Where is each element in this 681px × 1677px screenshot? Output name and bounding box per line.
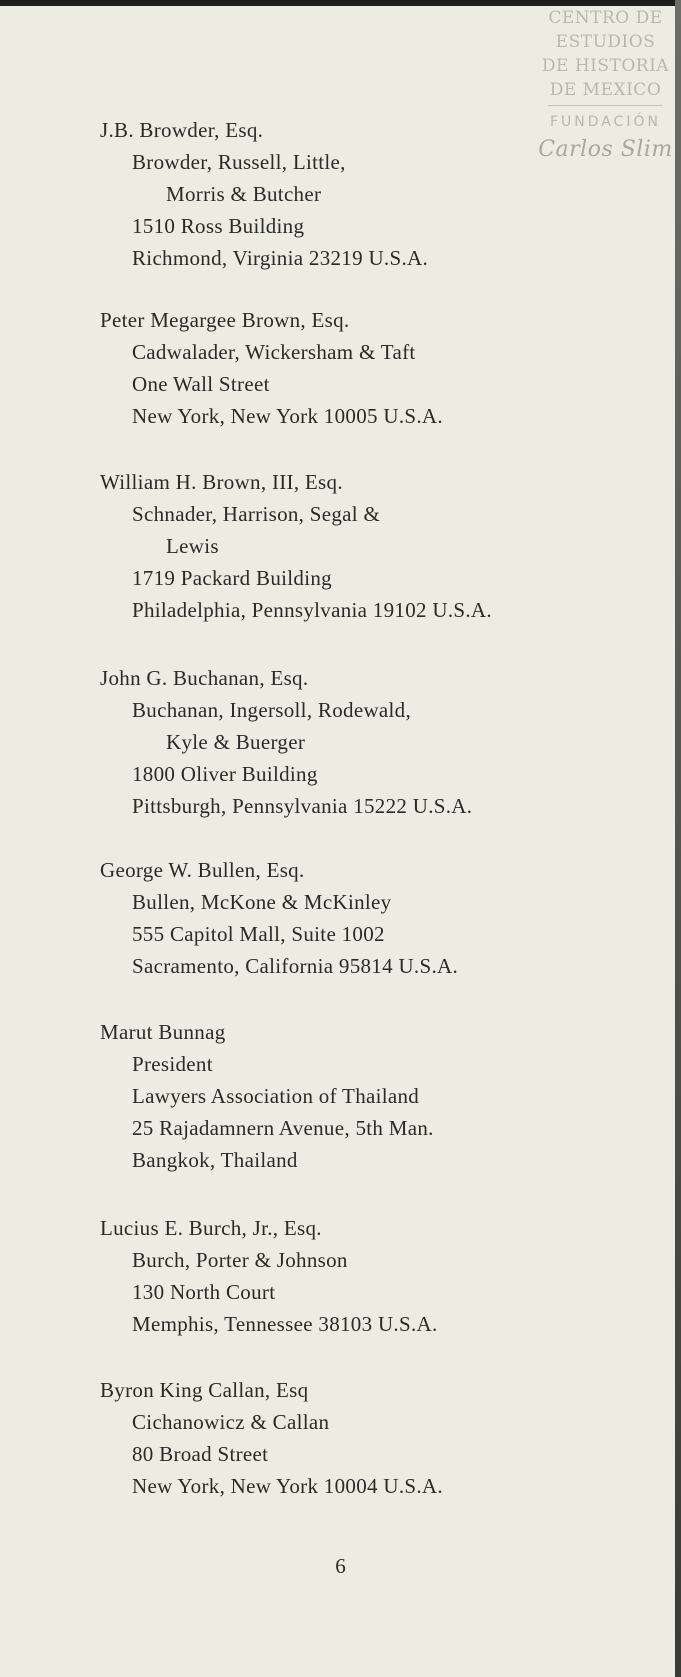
stamp-line: DE HISTORIA [541, 56, 670, 76]
stamp-signature: Carlos Slim [538, 137, 673, 162]
entry-name: William H. Brown, III, Esq. [100, 470, 343, 494]
entry-name: J.B. Browder, Esq. [100, 118, 264, 142]
directory-entry [100, 854, 620, 982]
entry-street: 555 Capitol Mall, Suite 1002 [132, 922, 385, 946]
directory-entry [100, 1374, 620, 1502]
entry-street: One Wall Street [132, 372, 270, 396]
stamp-line: ESTUDIOS [555, 32, 656, 52]
stamp-line: DE MEXICO [549, 80, 662, 100]
entry-name: George W. Bullen, Esq. [100, 858, 305, 882]
scan-edge [675, 0, 681, 1677]
entry-city: New York, New York 10005 U.S.A. [132, 404, 443, 428]
entry-street: 25 Rajadamnern Avenue, 5th Man. [132, 1116, 434, 1140]
entry-title: President [132, 1052, 213, 1076]
directory-entry [100, 1212, 620, 1340]
entry-firm: Bullen, McKone & McKinley [132, 890, 392, 914]
entry-name: Byron King Callan, Esq [100, 1378, 309, 1402]
entry-street: 1510 Ross Building [132, 214, 305, 238]
entry-firm-continued: Lewis [166, 534, 219, 558]
entry-city: Memphis, Tennessee 38103 U.S.A. [132, 1312, 438, 1336]
entry-firm: Cichanowicz & Callan [132, 1410, 330, 1434]
directory-entry [100, 1016, 620, 1176]
entry-organization: Lawyers Association of Thailand [132, 1084, 420, 1108]
directory-entry [100, 662, 620, 822]
document-page [0, 6, 681, 1677]
stamp-divider [548, 105, 663, 106]
directory-entry [100, 466, 620, 626]
entry-city: Pittsburgh, Pennsylvania 15222 U.S.A. [132, 794, 473, 818]
entry-name: John G. Buchanan, Esq. [100, 666, 309, 690]
entry-firm-continued: Kyle & Buerger [166, 730, 306, 754]
stamp-line: FUNDACIÓN [549, 114, 662, 130]
entry-city: Philadelphia, Pennsylvania 19102 U.S.A. [132, 598, 492, 622]
entry-name: Peter Megargee Brown, Esq. [100, 308, 350, 332]
entry-city: New York, New York 10004 U.S.A. [132, 1474, 443, 1498]
entry-city: Sacramento, California 95814 U.S.A. [132, 954, 459, 978]
entry-city: Bangkok, Thailand [132, 1148, 298, 1172]
stamp-line: CENTRO DE [548, 8, 663, 28]
entry-firm-continued: Morris & Butcher [166, 182, 322, 206]
entry-name: Lucius E. Burch, Jr., Esq. [100, 1216, 322, 1240]
entry-firm: Buchanan, Ingersoll, Rodewald, [132, 698, 412, 722]
directory-entry [100, 114, 620, 274]
entry-firm: Cadwalader, Wickersham & Taft [132, 340, 416, 364]
entry-street: 1800 Oliver Building [132, 762, 318, 786]
entry-name: Marut Bunnag [100, 1020, 226, 1044]
page-number: 6 [335, 1554, 346, 1578]
entry-street: 80 Broad Street [132, 1442, 269, 1466]
entry-street: 1719 Packard Building [132, 566, 332, 590]
entry-city: Richmond, Virginia 23219 U.S.A. [132, 246, 429, 270]
directory-entry [100, 304, 620, 432]
entry-firm: Schnader, Harrison, Segal & [132, 502, 381, 526]
entry-firm: Browder, Russell, Little, [132, 150, 346, 174]
entry-firm: Burch, Porter & Johnson [132, 1248, 348, 1272]
entry-street: 130 North Court [132, 1280, 276, 1304]
